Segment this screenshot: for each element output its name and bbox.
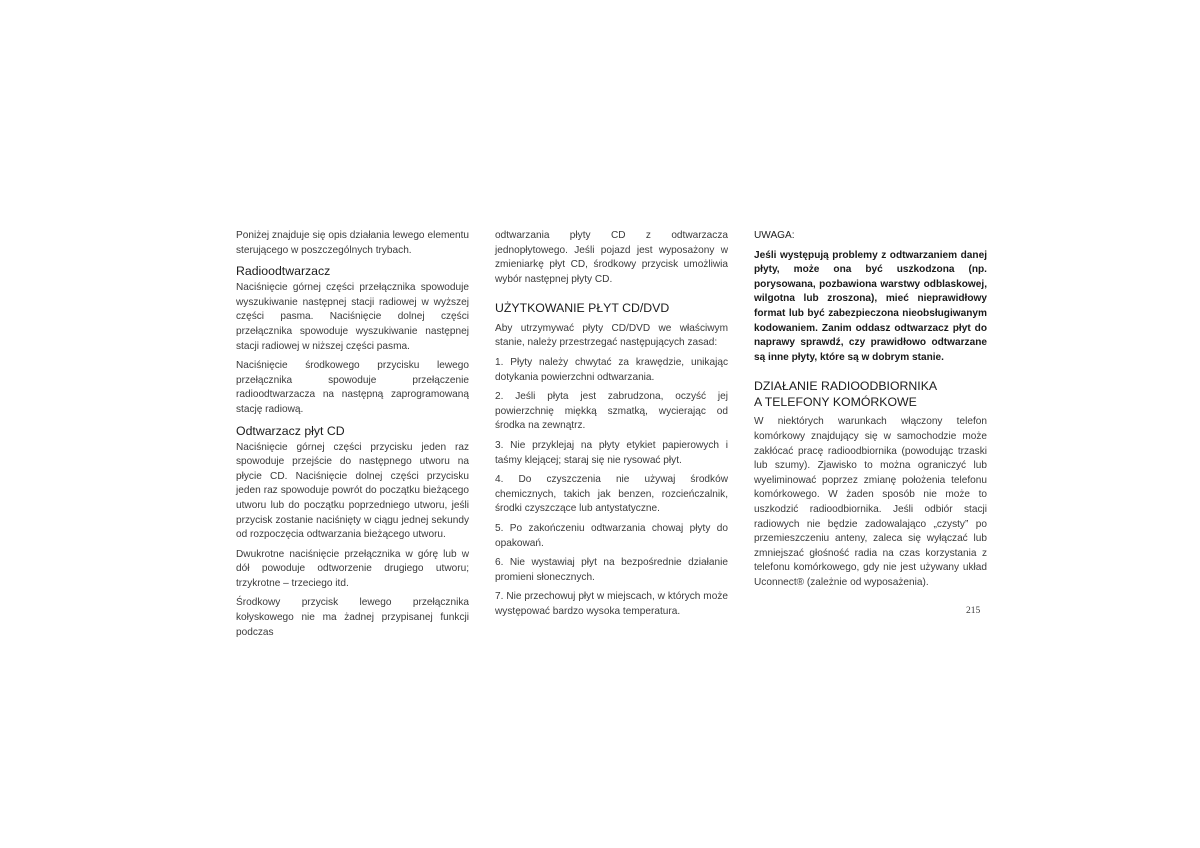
cd-paragraph-2: Dwukrotne naciśnięcie przełącznika w górę lub w dół powoduje odtworzenie drugiego utworu; trzykrotne – trzeciego itd. bbox=[236, 548, 469, 589]
usage-item-1: 1. Płyty należy chwytać za krawędzie, unikając dotykania powierzchni odtwarzania. bbox=[495, 357, 728, 383]
note-label: UWAGA: bbox=[754, 230, 795, 241]
cd-heading: Odtwarzacz płyt CD bbox=[236, 423, 345, 438]
column-right bbox=[754, 229, 987, 595]
radio-paragraph-2: Naciśnięcie środkowego przycisku lewego przełącznika spowoduje przełączenie radioodtwarzacza na następną zaprogramowaną stację radiową. bbox=[236, 360, 469, 415]
column-left bbox=[236, 229, 469, 645]
usage-item-4: 4. Do czyszczenia nie używaj środków chemicznych, takich jak benzen, rozcieńczalnik, środki czyszczące lub antystatyczne. bbox=[495, 474, 728, 515]
phone-heading bbox=[754, 379, 987, 410]
intro-paragraph: Poniżej znajduje się opis działania lewego elementu sterującego w poszczególnych trybach. bbox=[236, 230, 469, 256]
usage-item-6: 6. Nie wystawiaj płyt na bezpośrednie działanie promieni słonecznych. bbox=[495, 557, 728, 583]
page-number: 215 bbox=[966, 606, 981, 616]
note-body: Jeśli występują problemy z odtwarzaniem danej płyty, może ona być uszkodzona (np. porysowana, pozbawiona warstwy odblaskowej, wilgotna lub zroszona), mieć nieprawidłowy format lub być zabezpieczona nieobsługiwanym kodowaniem. Zanim oddasz odtwarzacz płyt do naprawy sprawdź, czy prawidłowo odtwarzane są inne płyty, które są w dobrym stanie. bbox=[754, 249, 987, 363]
cd-paragraph-3-start: Środkowy przycisk lewego przełącznika kołyskowego nie ma żadnej przypisanej funkcji podczas bbox=[236, 597, 469, 638]
usage-item-3: 3. Nie przyklejaj na płyty etykiet papierowych i taśmy klejącej; staraj się nie rysować płyt. bbox=[495, 440, 728, 466]
phone-heading-line-2: A TELEFONY KOMÓRKOWE bbox=[754, 394, 917, 409]
cd-paragraph-3-end: odtwarzania płyty CD z odtwarzacza jednopłytowego. Jeśli pojazd jest wyposażony w zmieniarkę płyt CD, środkowy przycisk umożliwia wybór następnej płyty CD. bbox=[495, 230, 728, 285]
usage-item-2: 2. Jeśli płyta jest zabrudzona, oczyść jej powierzchnię miękką szmatką, wycierając od środka na zewnątrz. bbox=[495, 391, 728, 432]
radio-heading: Radioodtwarzacz bbox=[236, 264, 331, 279]
phone-heading-line-1: DZIAŁANIE RADIOODBIORNIKA bbox=[754, 379, 938, 394]
usage-heading: UŻYTKOWANIE PŁYT CD/DVD bbox=[495, 301, 670, 316]
radio-paragraph-1: Naciśnięcie górnej części przełącznika spowoduje wyszukiwanie następnej stacji radiowej w wyższej części pasma. Naciśnięcie dolnej części przełącznika spowoduje wyszukiwanie następnej stacji radiowej w niższej części pasma. bbox=[236, 282, 469, 352]
phone-paragraph: W niektórych warunkach włączony telefon komórkowy znajdujący się w samochodzie może zakłócać pracę radioodbiornika (powodując trzaski lub szumy). Zjawisko to można ograniczyć lub wyeliminować poprzez zmianę położenia telefonu komórkowego. W żaden sposób nie może to uszkodzić radioodbiornika. Jeśli odbiór stacji radiowych nie będzie zadowalająco „czysty” po przemieszczeniu anteny, zaleca się wyłączać lub zmniejszać głośność radia na czas korzystania z telefonu komórkowego, gdy nie jest używany układ Uconnect® (zależnie od wyposażenia). bbox=[754, 416, 987, 588]
usage-intro: Aby utrzymywać płyty CD/DVD we właściwym stanie, należy przestrzegać następujących zasad: bbox=[495, 322, 728, 349]
usage-item-7: 7. Nie przechowuj płyt w miejscach, w których może występować bardzo wysoka temperatura. bbox=[495, 591, 728, 617]
column-middle bbox=[495, 229, 728, 625]
usage-item-5: 5. Po zakończeniu odtwarzania chowaj płyty do opakowań. bbox=[495, 523, 728, 549]
cd-paragraph-1: Naciśnięcie górnej części przycisku jeden raz spowoduje przejście do następnego utworu na płycie CD. Naciśnięcie dolnej części przycisku jeden raz spowoduje powrót do początku bieżącego utworu lub do początku poprzedniego utworu, jeśli przycisk zostanie naciśnięty w ciągu jednej sekundy od rozpoczęcia odtwarzania bieżącego utworu. bbox=[236, 441, 469, 541]
